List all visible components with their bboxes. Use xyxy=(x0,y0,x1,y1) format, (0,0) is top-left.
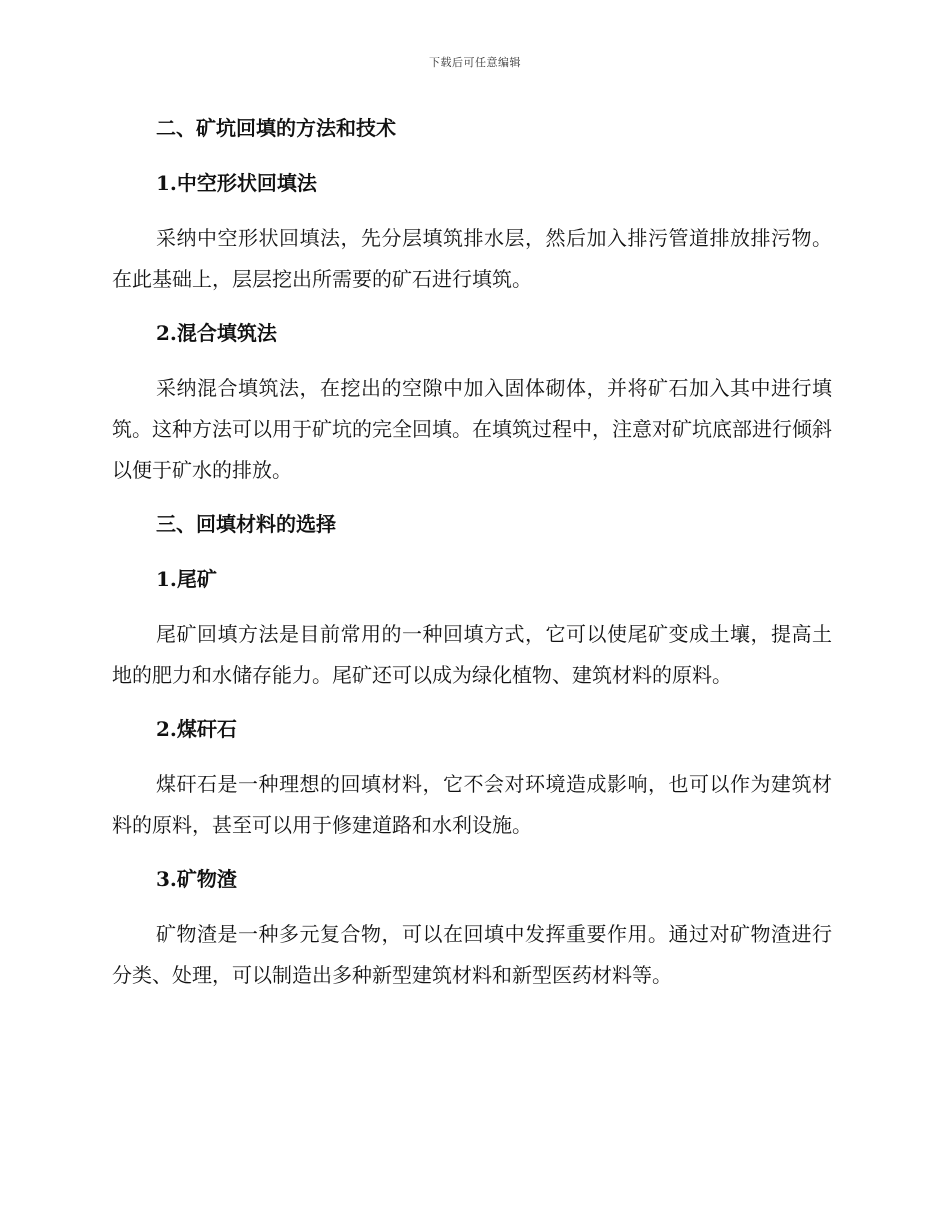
page-header: 下载后可任意编辑 xyxy=(429,56,521,69)
paragraph-coal-gangue: 煤矸石是一种理想的回填材料，它不会对环境造成影响，也可以作为建筑材料的原料，甚至可以用于修建道路和水利设施。 xyxy=(112,772,832,837)
section-heading-materials: 三、回填材料的选择 xyxy=(156,512,336,536)
document-body xyxy=(112,108,832,996)
paragraph-mineral-slag: 矿物渣是一种多元复合物，可以在回填中发挥重要作用。通过对矿物渣进行分类、处理，可以制造出多种新型建筑材料和新型医药材料等。 xyxy=(112,922,832,987)
subheading-mixed-filling: 2.混合填筑法 xyxy=(156,321,277,345)
section-heading-methods: 二、矿坑回填的方法和技术 xyxy=(156,116,396,140)
subheading-coal-gangue: 2.煤矸石 xyxy=(156,717,237,741)
paragraph-hollow-backfill: 采纳中空形状回填法，先分层填筑排水层，然后加入排污管道排放排污物。在此基础上，层层挖出所需要的矿石进行填筑。 xyxy=(112,226,832,291)
paragraph-tailings: 尾矿回填方法是目前常用的一种回填方式，它可以使尾矿变成土壤，提高土地的肥力和水储存能力。尾矿还可以成为绿化植物、建筑材料的原料。 xyxy=(112,622,832,687)
subheading-hollow-backfill: 1.中空形状回填法 xyxy=(156,171,317,195)
subheading-mineral-slag: 3.矿物渣 xyxy=(156,867,237,891)
subheading-tailings: 1.尾矿 xyxy=(156,567,217,591)
paragraph-mixed-filling: 采纳混合填筑法，在挖出的空隙中加入固体砌体，并将矿石加入其中进行填筑。这种方法可以用于矿坑的完全回填。在填筑过程中，注意对矿坑底部进行倾斜以便于矿水的排放。 xyxy=(112,376,832,482)
